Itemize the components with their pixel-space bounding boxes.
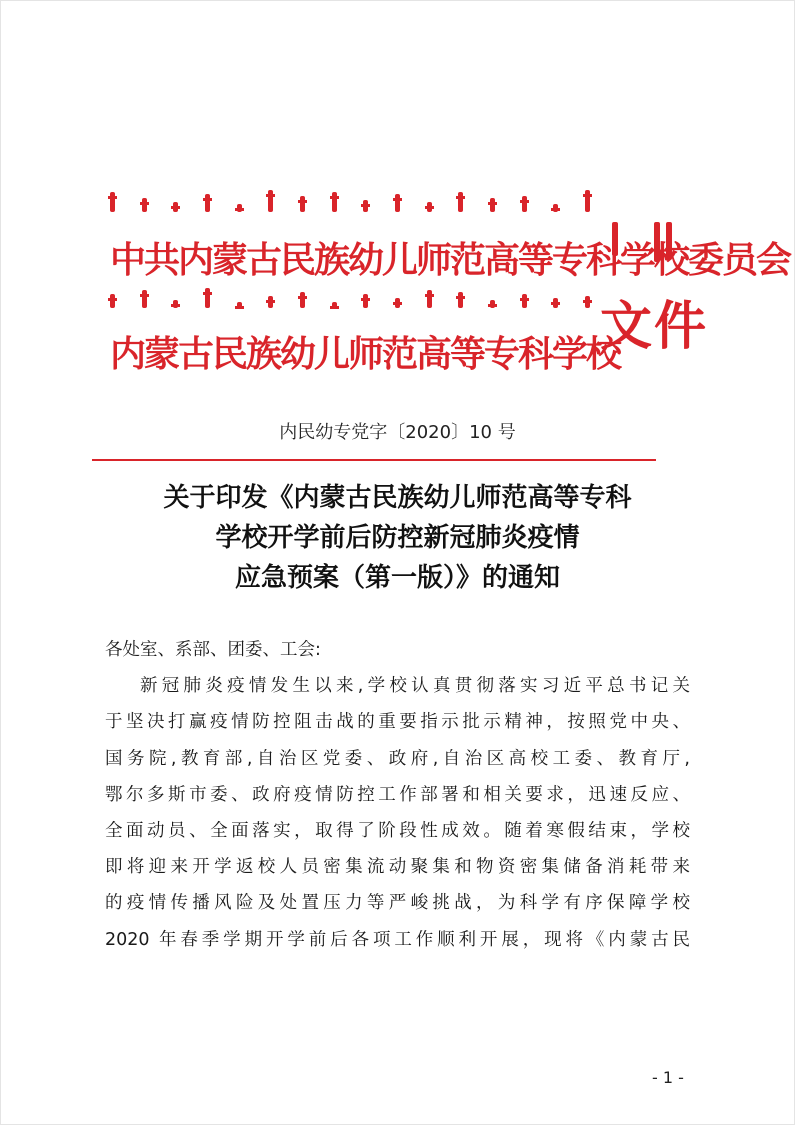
title-line: 学校开学前后防控新冠肺炎疫情 <box>215 523 580 553</box>
issuer-school: 内蒙古民族幼儿师范高等专科学校 <box>110 334 621 375</box>
mongolian-script-line-1 <box>110 186 590 212</box>
body-line: 鄂尔多斯市委、政府疫情防控工作部署和相关要求，迅速反应、 <box>105 784 690 805</box>
document-type-label: 文件 <box>600 297 709 357</box>
mongolian-script-line-2 <box>110 282 590 308</box>
body-line: 于坚决打赢疫情防控阻击战的重要指示批示精神，按照党中央、 <box>105 712 690 733</box>
body-line: 国务院,教育部,自治区党委、政府,自治区高校工委、教育厅, <box>105 748 690 769</box>
issuer-party-committee: 中共内蒙古民族幼儿师范高等专科学校委员会 <box>110 240 791 281</box>
body-line: 新冠肺炎疫情发生以来,学校认真贯彻落实习近平总书记关 <box>140 676 690 697</box>
page-number: - 1 - <box>652 1068 684 1087</box>
body-line: 的疫情传播风险及处置压力等严峻挑战，为科学有序保障学校 <box>105 893 690 914</box>
body-line: 2020 年春季学期开学前后各项工作顺利开展，现将《内蒙古民 <box>105 929 690 950</box>
title-line: 应急预案（第一版）》的通知 <box>234 563 560 593</box>
salutation: 各处室、系部、团委、工会: <box>105 640 321 660</box>
body-line: 全面动员、全面落实，取得了阶段性成效。随着寒假结束，学校 <box>105 821 690 842</box>
header-divider <box>92 459 656 461</box>
body-line: 即将迎来开学返校人员密集流动聚集和物资密集储备消耗带来 <box>105 857 690 878</box>
title-line: 关于印发《内蒙古民族幼儿师范高等专科 <box>163 483 632 513</box>
document-body <box>105 632 690 958</box>
document-title <box>0 478 795 598</box>
document-number: 内民幼专党字〔2020〕10 号 <box>279 422 516 443</box>
